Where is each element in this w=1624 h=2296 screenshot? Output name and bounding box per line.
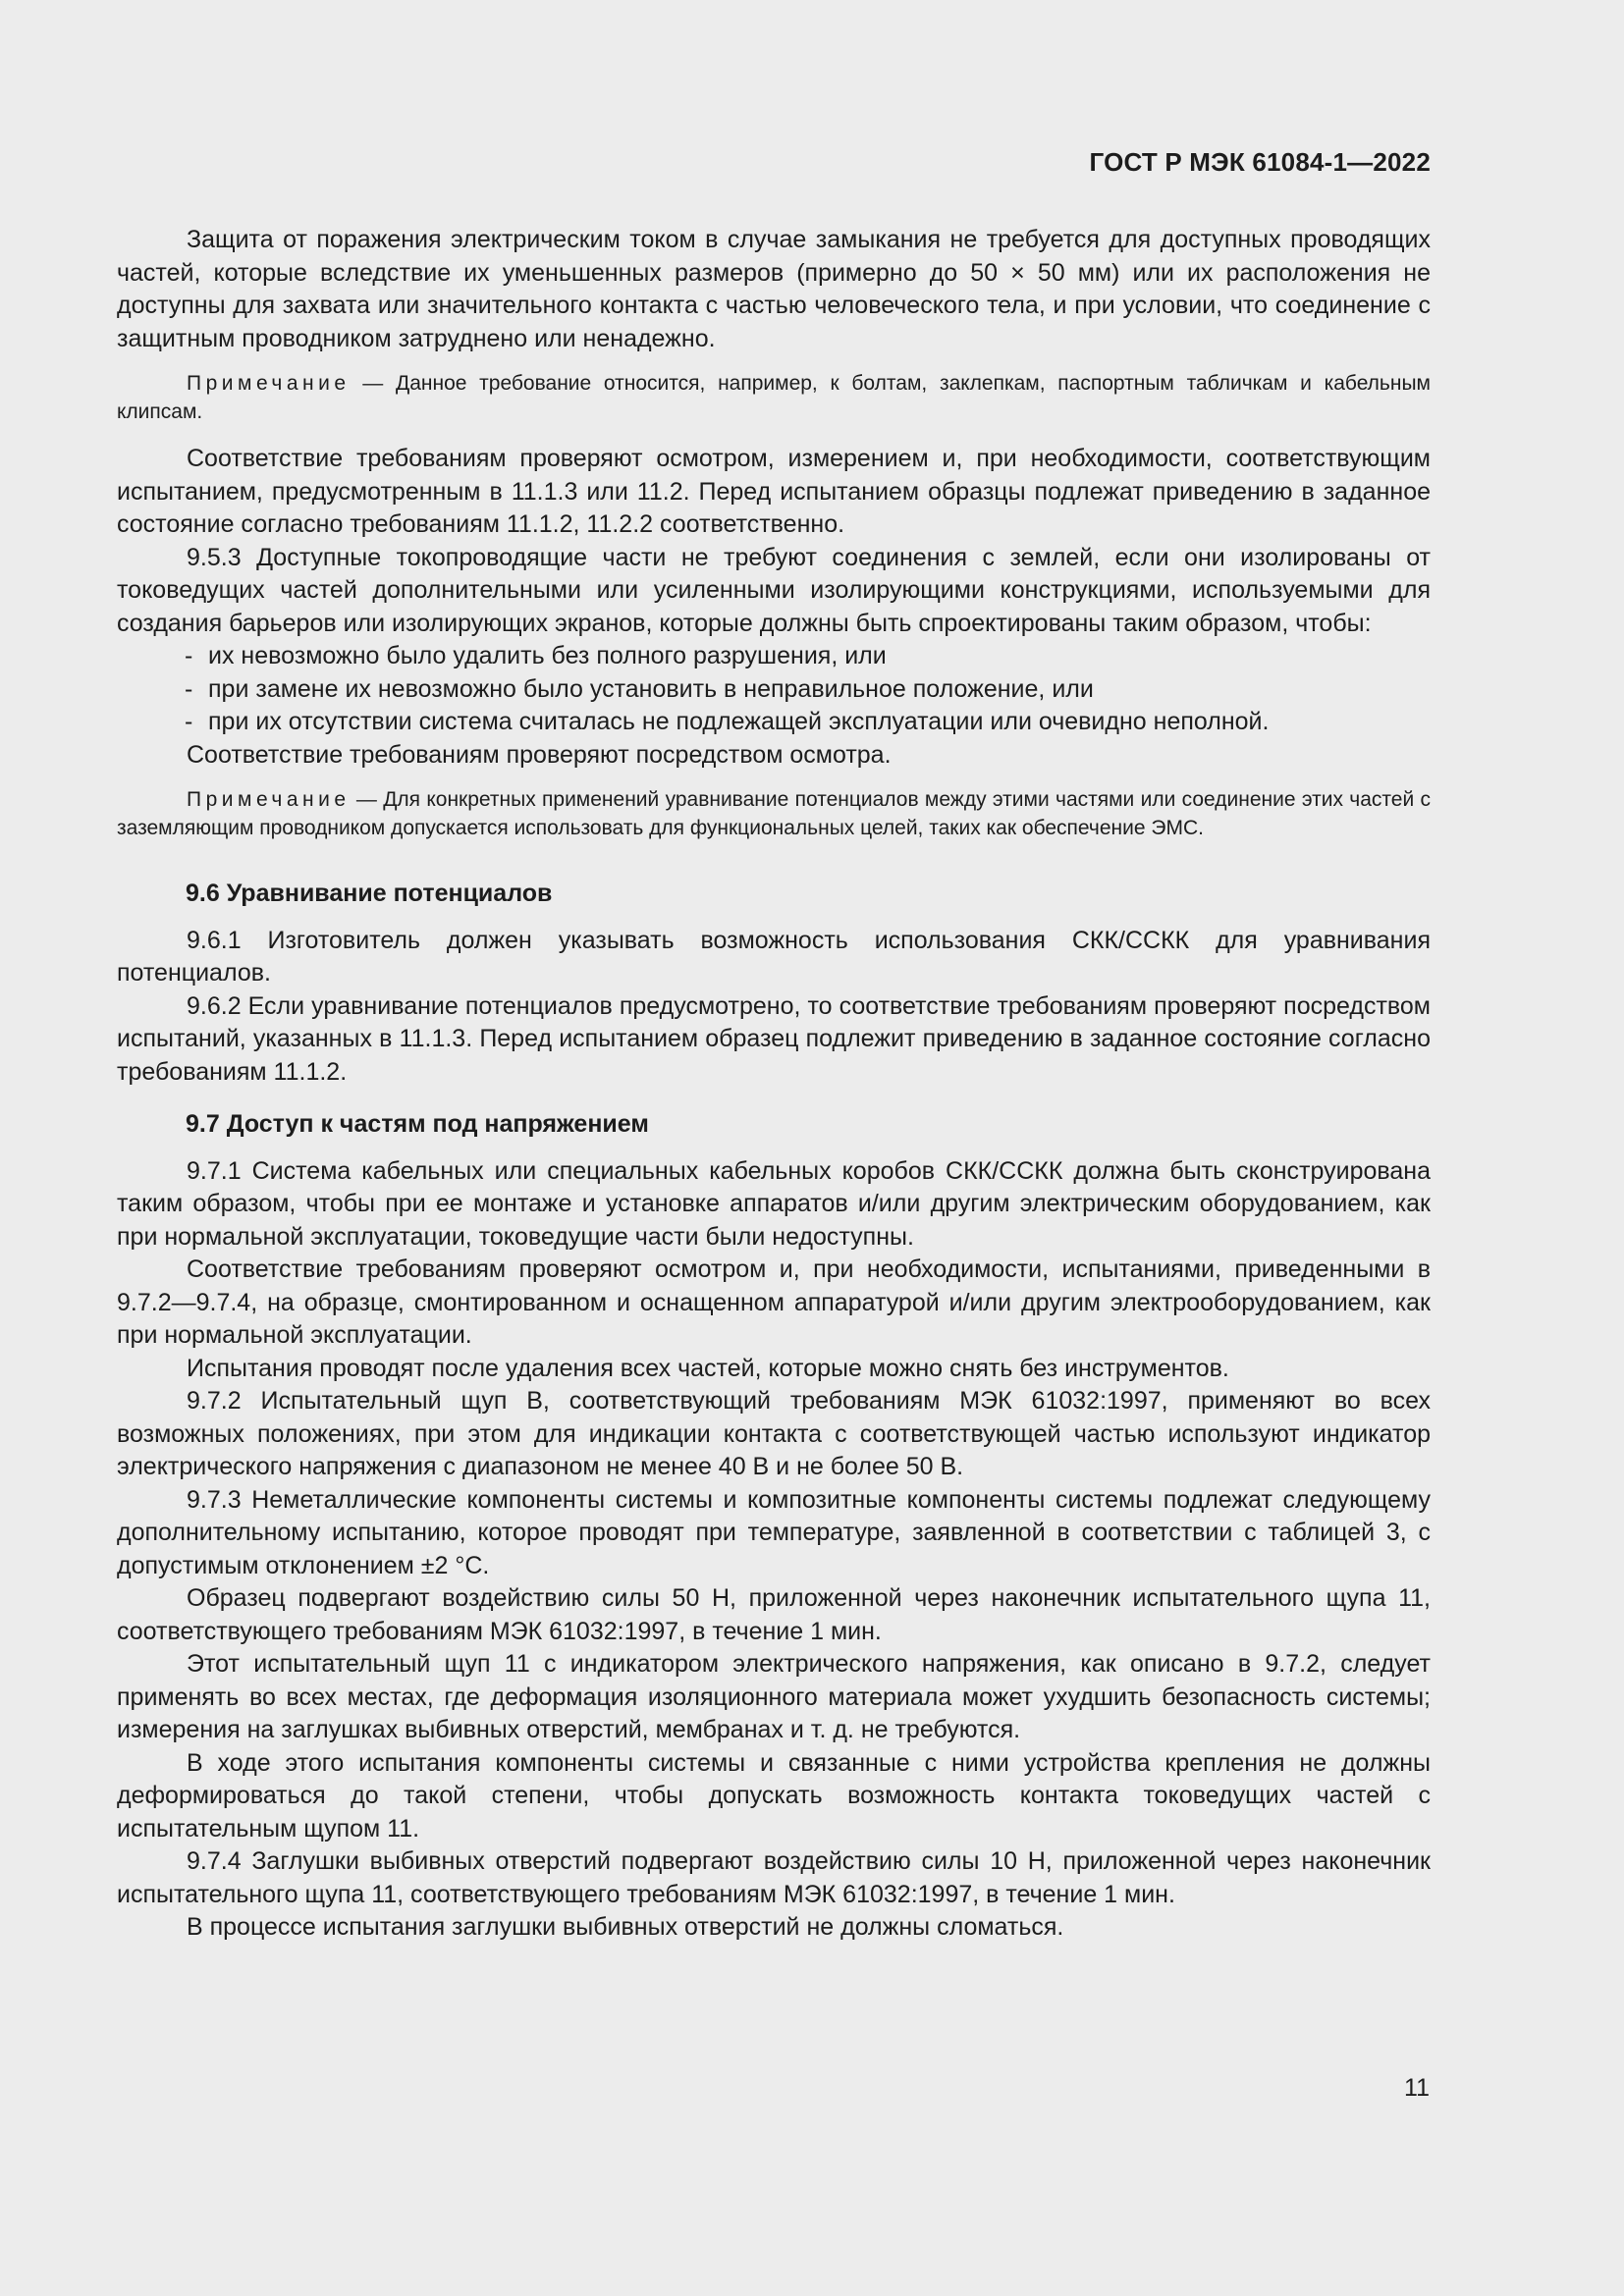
paragraph-9-7-3-deformation: В ходе этого испытания компоненты системы и связанные с ними устройства крепления не должны деформироваться до такой степени, чтобы допускать возможность контакта токоведущих частей с испытательным щупом 11. [117, 1748, 1431, 1842]
paragraph-9-7-3-probe: Этот испытательный щуп 11 с индикатором электрического напряжения, как описано в 9.7.2, следует применять во всех местах, где деформация изоляционного материала может ухудшить безопасность системы; измерения на заглушках выбивных отверстий, мембранах и т. д. не требуются. [117, 1650, 1431, 1743]
paragraph-9-6-1: 9.6.1 Изготовитель должен указывать возможность использования СКК/ССКК для уравнивания потенциалов. [117, 926, 1431, 987]
paragraph-compliance-check: Соответствие требованиям проверяют осмотром, измерением и, при необходимости, соответствующим испытанием, предусмотренным в 11.1.3 или 11.2. Перед испытанием образцы подлежат приведению в заданное состояние согласно требованиям 11.1.2, 11.2.2 соответственно. [117, 445, 1431, 538]
note-text: — Для конкретных применений уравнивание потенциалов между этими частями или соединение этих частей с заземляющим проводником допускается использовать для функциональных целей, таких как обеспечение ЭМС. [117, 788, 1431, 839]
note-text: — Данное требование относится, например, к болтам, заклепкам, паспортным табличкам и кабельным клипсам. [117, 372, 1431, 423]
paragraph-shock-protection: Защита от поражения электрическим током в случае замыкания не требуется для доступных проводящих частей, которые вследствие их уменьшенных размеров (примерно до 50 × 50 мм) или их расположения не доступны для захвата или значительного контакта с частью человеческого тела, и при условии, что соединение с защитным проводником затруднено или ненадежно. [117, 226, 1431, 352]
document-body [117, 224, 1431, 1945]
section-heading-9-6: 9.6 Уравнивание потенциалов [186, 880, 553, 907]
note-bolts [117, 369, 1431, 426]
page-number: 11 [1404, 2074, 1430, 2102]
paragraph-9-7-4-knockouts: В процессе испытания заглушки выбивных отверстий не должны сломаться. [187, 1913, 1064, 1941]
list-dash: - [185, 642, 193, 669]
note-label: Примечание [187, 372, 351, 395]
paragraph-9-5-3: 9.5.3 Доступные токопроводящие части не требуют соединения с землей, если они изолированы от токоведущих частей дополнительными или усиленными изолирующими конструкциями, используемыми для создания барьеров или изолирующих экранов, которые должны быть спроектированы таким образом, чтобы: [117, 543, 1431, 637]
paragraph-9-7-1: 9.7.1 Система кабельных или специальных кабельных коробов СКК/ССКК должна быть сконструирована таким образом, чтобы при ее монтаже и установке аппаратов и/или другим электрическим оборудованием, как при нормальной эксплуатации, токоведущие части были недоступны. [117, 1156, 1431, 1251]
paragraph-9-7-3: 9.7.3 Неметаллические компоненты системы и композитные компоненты системы подлежат следующему дополнительному испытанию, которое проводят при температуре, заявленной в соответствии с таблицей 3, с допустимым отклонением ±2 °С. [117, 1485, 1431, 1579]
list-dash: - [185, 674, 193, 703]
section-heading-9-7: 9.7 Доступ к частям под напряжением [186, 1110, 649, 1138]
paragraph-9-7-2: 9.7.2 Испытательный щуп В, соответствующий требованиям МЭК 61032:1997, применяют во всех возможных положениях, при этом для индикации контакта с соответствующей частью используют индикатор электрического напряжения с диапазоном не менее 40 В и не более 50 В. [117, 1387, 1431, 1480]
paragraph-9-7-1-tests: Испытания проводят после удаления всех частей, которые можно снять без инструментов. [187, 1354, 1229, 1382]
list-item: - при замене их невозможно было установить в неправильное положение, или [117, 673, 1431, 707]
document-code-header: ГОСТ Р МЭК 61084-1—2022 [1089, 147, 1431, 177]
note-emc [117, 785, 1431, 842]
list-dash: - [185, 708, 193, 735]
paragraph-9-6-2: 9.6.2 Если уравнивание потенциалов предусмотрено, то соответствие требованиям проверяют посредством испытаний, указанных в 11.1.3. Перед испытанием образец подлежит приведению в заданное состояние согласно требованиям 11.1.2. [117, 991, 1431, 1086]
list-item: - при их отсутствии система считалась не подлежащей эксплуатации или очевидно неполной. [117, 706, 1431, 739]
paragraph-inspection: Соответствие требованиям проверяют посредством осмотра. [187, 740, 892, 769]
list-item: - их невозможно было удалить без полного разрушения, или [117, 640, 1431, 673]
paragraph-9-7-4: 9.7.4 Заглушки выбивных отверстий подвергают воздействию силы 10 Н, приложенной через наконечник испытательного щупа 11, соответствующего требованиям МЭК 61032:1997, в течение 1 мин. [117, 1847, 1431, 1908]
note-label: Примечание [187, 788, 351, 811]
paragraph-9-7-1-compliance: Соответствие требованиям проверяют осмотром и, при необходимости, испытаниями, приведенными в 9.7.2—9.7.4, на образце, смонтированном и оснащенном аппаратурой и/или другим электрооборудованием, как при нормальной эксплуатации. [117, 1255, 1431, 1349]
paragraph-9-7-3-force: Образец подвергают воздействию силы 50 Н, приложенной через наконечник испытательного щупа 11, соответствующего требованиям МЭК 61032:1997, в течение 1 мин. [117, 1584, 1431, 1645]
